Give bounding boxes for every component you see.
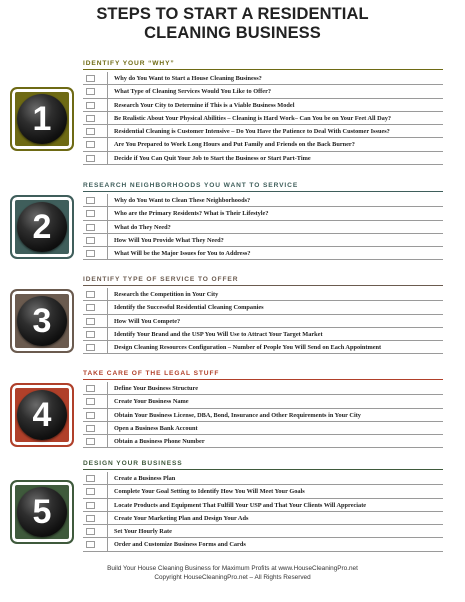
section-rule bbox=[83, 69, 443, 70]
column-divider bbox=[107, 525, 108, 538]
checklist-item-text: Open a Business Bank Account bbox=[114, 424, 198, 432]
checklist-item-text: Research Your City to Determine if This is a Viable Business Model bbox=[114, 101, 295, 109]
checklist-item-text: Create Your Marketing Plan and Design Your Ads bbox=[114, 514, 249, 522]
checkbox[interactable] bbox=[86, 438, 95, 445]
column-divider bbox=[107, 152, 108, 165]
column-divider bbox=[107, 382, 108, 395]
step-number-badge bbox=[10, 383, 74, 447]
section-heading: IDENTIFY TYPE OF SERVICE TO OFFER bbox=[83, 276, 239, 283]
checklist bbox=[83, 288, 443, 354]
column-divider bbox=[107, 207, 108, 220]
column-divider bbox=[107, 472, 108, 485]
column-divider bbox=[107, 234, 108, 247]
checklist-item bbox=[83, 485, 443, 498]
checklist-item-text: Obtain Your Business License, DBA, Bond, Insurance and Other Requirements in Your City bbox=[114, 411, 361, 419]
checkbox[interactable] bbox=[86, 128, 95, 135]
checklist-item bbox=[83, 72, 443, 85]
checklist-item bbox=[83, 112, 443, 125]
column-divider bbox=[107, 485, 108, 498]
checklist-item-text: What Type of Cleaning Services Would You Like to Offer? bbox=[114, 88, 272, 96]
checkbox[interactable] bbox=[86, 224, 95, 231]
step-circle-icon bbox=[17, 390, 67, 440]
checkbox[interactable] bbox=[86, 385, 95, 392]
column-divider bbox=[107, 221, 108, 234]
checklist-item bbox=[83, 301, 443, 314]
checklist-item-text: Complete Your Goal Setting to Identify How You Will Meet Your Goals bbox=[114, 488, 305, 496]
section-heading: RESEARCH NEIGHBORHOODS YOU WANT TO SERVICE bbox=[83, 182, 299, 189]
step-number-badge bbox=[10, 87, 74, 151]
checklist-item-text: Are You Prepared to Work Long Hours and Put Family and Friends on the Back Burner? bbox=[114, 141, 355, 149]
column-divider bbox=[107, 247, 108, 260]
footer-copyright: Copyright HouseCleaningPro.net – All Rights Reserved bbox=[154, 573, 311, 581]
footer bbox=[0, 565, 465, 582]
checklist-item-text: Define Your Business Structure bbox=[114, 385, 199, 392]
section-heading: IDENTIFY YOUR “WHY” bbox=[83, 60, 175, 67]
checkbox[interactable] bbox=[86, 75, 95, 82]
column-divider bbox=[107, 422, 108, 435]
column-divider bbox=[107, 72, 108, 85]
checklist-item bbox=[83, 315, 443, 328]
step-number: 4 bbox=[32, 396, 52, 435]
checklist-item bbox=[83, 538, 443, 551]
checklist-item-text: Why do You Want to Start a House Cleaning Business? bbox=[114, 75, 262, 82]
column-divider bbox=[107, 85, 108, 98]
title-line-1: STEPS TO START A RESIDENTIAL bbox=[96, 5, 369, 23]
checklist bbox=[83, 382, 443, 448]
column-divider bbox=[107, 409, 108, 422]
checkbox[interactable] bbox=[86, 304, 95, 311]
checkbox[interactable] bbox=[86, 488, 95, 495]
checklist-item bbox=[83, 85, 443, 98]
section-rule bbox=[83, 469, 443, 470]
step-number: 2 bbox=[32, 208, 52, 247]
checklist-item-text: Order and Customize Business Forms and Cards bbox=[114, 541, 246, 549]
checklist-item bbox=[83, 207, 443, 220]
checklist-item-text: Decide if You Can Quit Your Job to Start the Business or Start Part-Time bbox=[114, 154, 311, 162]
column-divider bbox=[107, 125, 108, 138]
checklist-item bbox=[83, 221, 443, 234]
checkbox[interactable] bbox=[86, 502, 95, 509]
checklist-item bbox=[83, 499, 443, 512]
checkbox[interactable] bbox=[86, 115, 95, 122]
column-divider bbox=[107, 341, 108, 354]
column-divider bbox=[107, 112, 108, 125]
column-divider bbox=[107, 138, 108, 151]
checklist-item bbox=[83, 422, 443, 435]
step-circle-icon bbox=[17, 94, 67, 144]
checklist-item bbox=[83, 125, 443, 138]
checklist bbox=[83, 472, 443, 552]
column-divider bbox=[107, 315, 108, 328]
checklist-item-text: Locate Products and Equipment That Fulfill Your USP and That Your Clients Will Appreciate bbox=[114, 501, 367, 509]
checklist-item bbox=[83, 435, 443, 448]
checkbox[interactable] bbox=[86, 398, 95, 405]
column-divider bbox=[107, 301, 108, 314]
checklist-item-text: Who are the Primary Residents? What is Their Lifestyle? bbox=[114, 210, 269, 218]
checkbox[interactable] bbox=[86, 344, 95, 351]
checkbox[interactable] bbox=[86, 425, 95, 432]
checklist-item bbox=[83, 288, 443, 301]
checklist-item bbox=[83, 395, 443, 408]
checklist-item-text: Set Your Hourly Rate bbox=[114, 528, 172, 536]
checkbox[interactable] bbox=[86, 412, 95, 419]
page-title bbox=[0, 5, 465, 43]
step-number-badge bbox=[10, 195, 74, 259]
checklist-item-text: How Will You Provide What They Need? bbox=[114, 236, 224, 244]
checklist-item bbox=[83, 382, 443, 395]
checkbox[interactable] bbox=[86, 515, 95, 522]
checkbox[interactable] bbox=[86, 475, 95, 482]
section-rule bbox=[83, 285, 443, 286]
checklist-item-text: Why do You Want to Clean These Neighborhoods? bbox=[114, 197, 251, 204]
section-heading: DESIGN YOUR BUSINESS bbox=[83, 460, 183, 467]
checklist-item-text: How Will You Compete? bbox=[114, 317, 181, 325]
step-number: 1 bbox=[32, 99, 52, 138]
checklist bbox=[83, 194, 443, 260]
column-divider bbox=[107, 435, 108, 448]
checkbox[interactable] bbox=[86, 331, 95, 338]
checklist bbox=[83, 72, 443, 165]
step-number-badge bbox=[10, 289, 74, 353]
step-number-badge bbox=[10, 480, 74, 544]
checklist-item bbox=[83, 152, 443, 165]
column-divider bbox=[107, 512, 108, 525]
checklist-item bbox=[83, 99, 443, 112]
checkbox[interactable] bbox=[86, 141, 95, 148]
checklist-item bbox=[83, 525, 443, 538]
checkbox[interactable] bbox=[86, 528, 95, 535]
checklist-item-text: Design Cleaning Resources Configuration – Number of People You Will Send on Each Appointment bbox=[114, 344, 382, 352]
checklist-item-text: What do They Need? bbox=[114, 223, 171, 231]
checkbox[interactable] bbox=[86, 318, 95, 325]
checklist-item-text: Be Realistic About Your Physical Abilities – Cleaning is Hard Work– Can You be on Your Feet All Day? bbox=[114, 114, 392, 122]
section-rule bbox=[83, 191, 443, 192]
checklist-item-text: Residential Cleaning is Customer Intensive – Do You Have the Patience to Deal With Customer Issues? bbox=[114, 128, 390, 136]
column-divider bbox=[107, 328, 108, 341]
checklist-item bbox=[83, 328, 443, 341]
checklist-item-text: Research the Competition in Your City bbox=[114, 291, 219, 298]
checklist-item-text: Create Your Business Name bbox=[114, 398, 189, 406]
checkbox[interactable] bbox=[86, 155, 95, 162]
checklist-item bbox=[83, 341, 443, 354]
checkbox[interactable] bbox=[86, 250, 95, 257]
step-circle-icon bbox=[17, 202, 67, 252]
checklist-item bbox=[83, 194, 443, 207]
checklist-item-text: Identify the Successful Residential Cleaning Companies bbox=[114, 304, 264, 312]
step-circle-icon bbox=[17, 296, 67, 346]
column-divider bbox=[107, 194, 108, 207]
step-number: 5 bbox=[32, 492, 52, 531]
section-rule bbox=[83, 379, 443, 380]
section-heading: TAKE CARE OF THE LEGAL STUFF bbox=[83, 370, 220, 377]
step-circle-icon bbox=[17, 487, 67, 537]
checkbox[interactable] bbox=[86, 197, 95, 204]
checkbox[interactable] bbox=[86, 237, 95, 244]
checklist-item bbox=[83, 512, 443, 525]
column-divider bbox=[107, 499, 108, 512]
checklist-item bbox=[83, 409, 443, 422]
checkbox[interactable] bbox=[86, 88, 95, 95]
checkbox[interactable] bbox=[86, 291, 95, 298]
checklist-item bbox=[83, 472, 443, 485]
checkbox[interactable] bbox=[86, 210, 95, 217]
checklist-item bbox=[83, 234, 443, 247]
checklist-item bbox=[83, 138, 443, 151]
checklist-item-text: What Will be the Major Issues for You to Address? bbox=[114, 250, 251, 258]
column-divider bbox=[107, 99, 108, 112]
title-line-2: CLEANING BUSINESS bbox=[144, 24, 321, 42]
checkbox[interactable] bbox=[86, 541, 95, 548]
checklist-item-text: Create a Business Plan bbox=[114, 475, 176, 482]
checklist-item-text: Obtain a Business Phone Number bbox=[114, 438, 205, 446]
footer-promo: Build Your House Cleaning Business for Maximum Profits at www.HouseCleaningPro.net bbox=[107, 565, 358, 572]
checklist-item-text: Identify Your Brand and the USP You Will Use to Attract Your Target Market bbox=[114, 330, 323, 338]
column-divider bbox=[107, 538, 108, 551]
column-divider bbox=[107, 395, 108, 408]
column-divider bbox=[107, 288, 108, 301]
step-number: 3 bbox=[32, 302, 52, 341]
checkbox[interactable] bbox=[86, 102, 95, 109]
checklist-item bbox=[83, 247, 443, 260]
